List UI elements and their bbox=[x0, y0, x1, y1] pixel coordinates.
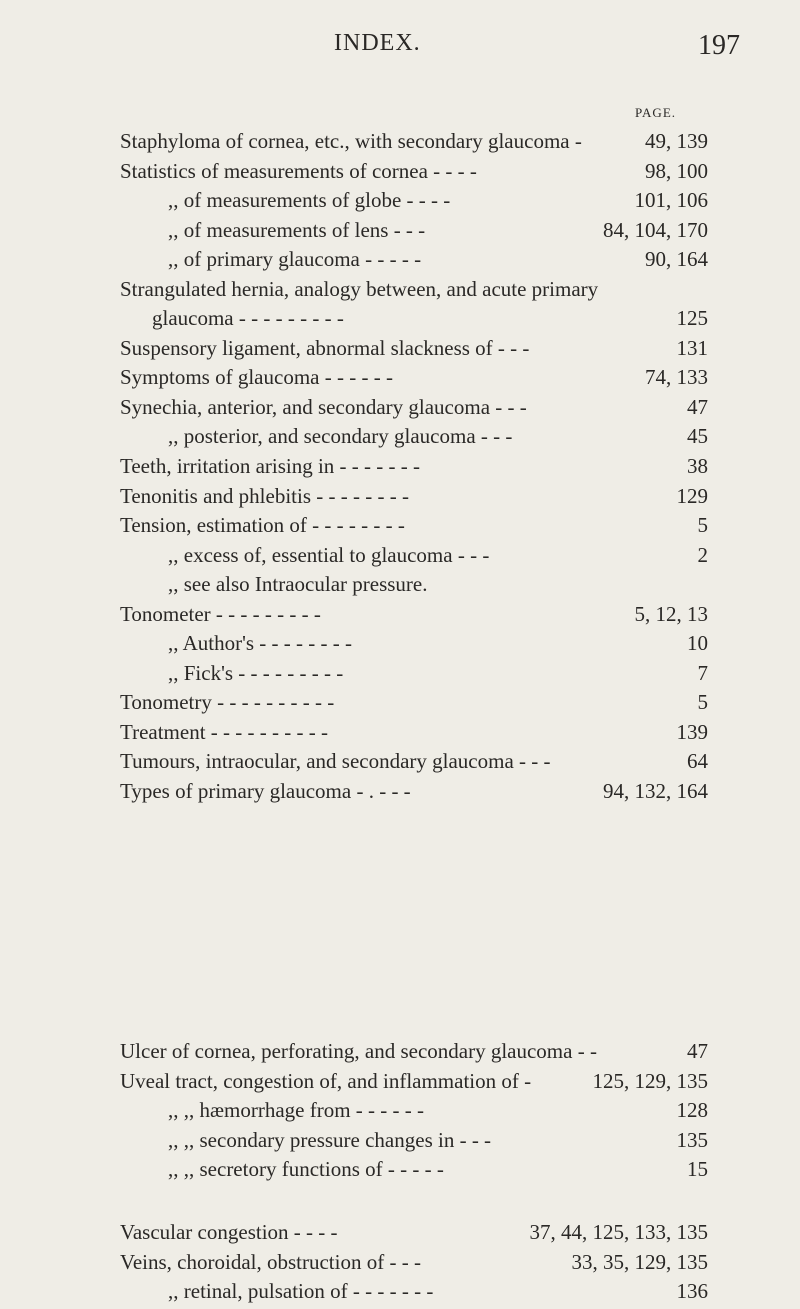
page-references: 33, 35, 129, 135 bbox=[571, 1249, 708, 1274]
page-references: 2 bbox=[697, 542, 708, 567]
entry-text: Types of primary glaucoma - . - - - bbox=[120, 778, 411, 803]
index-entry bbox=[0, 688, 800, 718]
entry-text: Tension, estimation of - - - - - - - - bbox=[120, 513, 405, 537]
page-references: 64 bbox=[687, 749, 708, 773]
entry-text: Ulcer of cornea, perforating, and secondary glaucoma - - bbox=[120, 1039, 597, 1063]
page-references: 5 bbox=[697, 690, 708, 714]
page-references: 136 bbox=[676, 1279, 708, 1303]
index-entry bbox=[0, 393, 800, 423]
page-column-label: PAGE. bbox=[635, 105, 677, 120]
entry-text: Staphyloma of cornea, etc., with secondary glaucoma - bbox=[120, 129, 582, 153]
entry-text: Tonometer - - - - - - - - - bbox=[120, 601, 321, 626]
page-references: 128 bbox=[676, 1098, 708, 1122]
page-references: 49, 139 bbox=[645, 129, 708, 153]
index-entry bbox=[0, 1248, 800, 1278]
page-header bbox=[0, 30, 800, 70]
index-entry bbox=[0, 777, 800, 807]
index-section-u bbox=[0, 1037, 800, 1185]
entry-text: ,, of primary glaucoma - - - - - bbox=[168, 247, 422, 271]
index-section-v bbox=[0, 1218, 800, 1307]
index-section-s bbox=[0, 127, 800, 452]
index-section-t bbox=[0, 452, 800, 806]
page-references: 90, 164 bbox=[645, 247, 708, 271]
page-references: 15 bbox=[687, 1157, 708, 1181]
index-entry bbox=[0, 1067, 800, 1097]
entry-text: Statistics of measurements of cornea - - - - bbox=[120, 158, 477, 183]
page-number: 197 bbox=[698, 30, 740, 61]
page-references: 129 bbox=[676, 483, 708, 508]
entry-text: Treatment - - - - - - - - - - bbox=[120, 719, 328, 744]
index-entry bbox=[0, 452, 800, 482]
entry-text: ,, ,, hæmorrhage from - - - - - - bbox=[168, 1098, 424, 1122]
page-references: 125, 129, 135 bbox=[592, 1068, 708, 1093]
page-references: 131 bbox=[676, 335, 708, 360]
index-entry bbox=[0, 482, 800, 512]
page-references: 45 bbox=[687, 424, 708, 448]
entry-text: Uveal tract, congestion of, and inflammation of - bbox=[120, 1068, 532, 1093]
entry-text: Strangulated hernia, analogy between, and acute primary bbox=[120, 276, 599, 301]
entry-text: Synechia, anterior, and secondary glaucoma - - - bbox=[120, 394, 527, 419]
entry-text: glaucoma - - - - - - - - - bbox=[152, 306, 344, 330]
page-references: 84, 104, 170 bbox=[603, 217, 708, 242]
entry-text: ,, ,, secretory functions of - - - - - bbox=[168, 1157, 444, 1181]
index-entry bbox=[0, 718, 800, 748]
index-entry bbox=[0, 659, 800, 689]
index-entry bbox=[0, 275, 800, 305]
index-entry bbox=[0, 1155, 800, 1185]
page-references: 37, 44, 125, 133, 135 bbox=[529, 1220, 708, 1244]
index-entry bbox=[0, 245, 800, 275]
index-entry bbox=[0, 570, 800, 600]
entry-text: Veins, choroidal, obstruction of - - - bbox=[120, 1249, 421, 1274]
page-references: 139 bbox=[676, 719, 708, 744]
index-entry bbox=[0, 747, 800, 777]
index-entry bbox=[0, 157, 800, 187]
entry-text: ,, see also Intraocular pressure. bbox=[168, 572, 428, 596]
page-references: 47 bbox=[687, 1039, 708, 1063]
index-entry bbox=[0, 511, 800, 541]
index-entry bbox=[0, 304, 800, 334]
entry-text: ,, Author's - - - - - - - - bbox=[168, 631, 352, 655]
entry-text: Tonometry - - - - - - - - - - bbox=[120, 690, 335, 714]
index-entry bbox=[0, 629, 800, 659]
entry-text: Tenonitis and phlebitis - - - - - - - - bbox=[120, 483, 409, 508]
index-entry bbox=[0, 422, 800, 452]
index-entry bbox=[0, 127, 800, 157]
entry-text: Tumours, intraocular, and secondary glaucoma - - - bbox=[120, 749, 551, 773]
index-entry bbox=[0, 363, 800, 393]
entry-text: ,, retinal, pulsation of - - - - - - - bbox=[168, 1279, 434, 1303]
index-entry bbox=[0, 541, 800, 571]
entry-text: ,, of measurements of globe - - - - bbox=[168, 188, 451, 212]
index-entry bbox=[0, 186, 800, 216]
entry-text: ,, Fick's - - - - - - - - - bbox=[168, 660, 344, 685]
running-title: INDEX. bbox=[334, 30, 421, 56]
page-references: 101, 106 bbox=[634, 188, 708, 212]
index-entry bbox=[0, 334, 800, 364]
entry-text: ,, posterior, and secondary glaucoma - - - bbox=[168, 424, 513, 448]
page-references: 10 bbox=[687, 631, 708, 655]
index-entry bbox=[0, 600, 800, 630]
page-references: 5 bbox=[697, 513, 708, 537]
index-entry bbox=[0, 1126, 800, 1156]
entry-text: ,, of measurements of lens - - - bbox=[168, 217, 426, 242]
index-entry bbox=[0, 216, 800, 246]
page-references: 74, 133 bbox=[645, 365, 708, 389]
page-references: 7 bbox=[697, 660, 708, 685]
entry-text: ,, excess of, essential to glaucoma - - - bbox=[168, 542, 490, 567]
page-references: 125 bbox=[676, 306, 708, 330]
entry-text: ,, ,, secondary pressure changes in - - - bbox=[168, 1127, 492, 1152]
page-references: 135 bbox=[676, 1127, 708, 1152]
entry-text: Teeth, irritation arising in - - - - - - - bbox=[120, 454, 421, 478]
index-entry bbox=[0, 1096, 800, 1126]
page-references: 94, 132, 164 bbox=[603, 778, 708, 803]
index-entry bbox=[0, 1037, 800, 1067]
index-entry bbox=[0, 1218, 800, 1248]
page-references: 98, 100 bbox=[645, 158, 708, 183]
index-entry bbox=[0, 1277, 800, 1307]
page-references: 5, 12, 13 bbox=[634, 601, 708, 626]
page-references: 38 bbox=[687, 454, 708, 478]
entry-text: Symptoms of glaucoma - - - - - - bbox=[120, 365, 393, 389]
page-references: 47 bbox=[687, 394, 708, 419]
entry-text: Vascular congestion - - - - bbox=[120, 1220, 338, 1244]
entry-text: Suspensory ligament, abnormal slackness of - - - bbox=[120, 335, 530, 360]
